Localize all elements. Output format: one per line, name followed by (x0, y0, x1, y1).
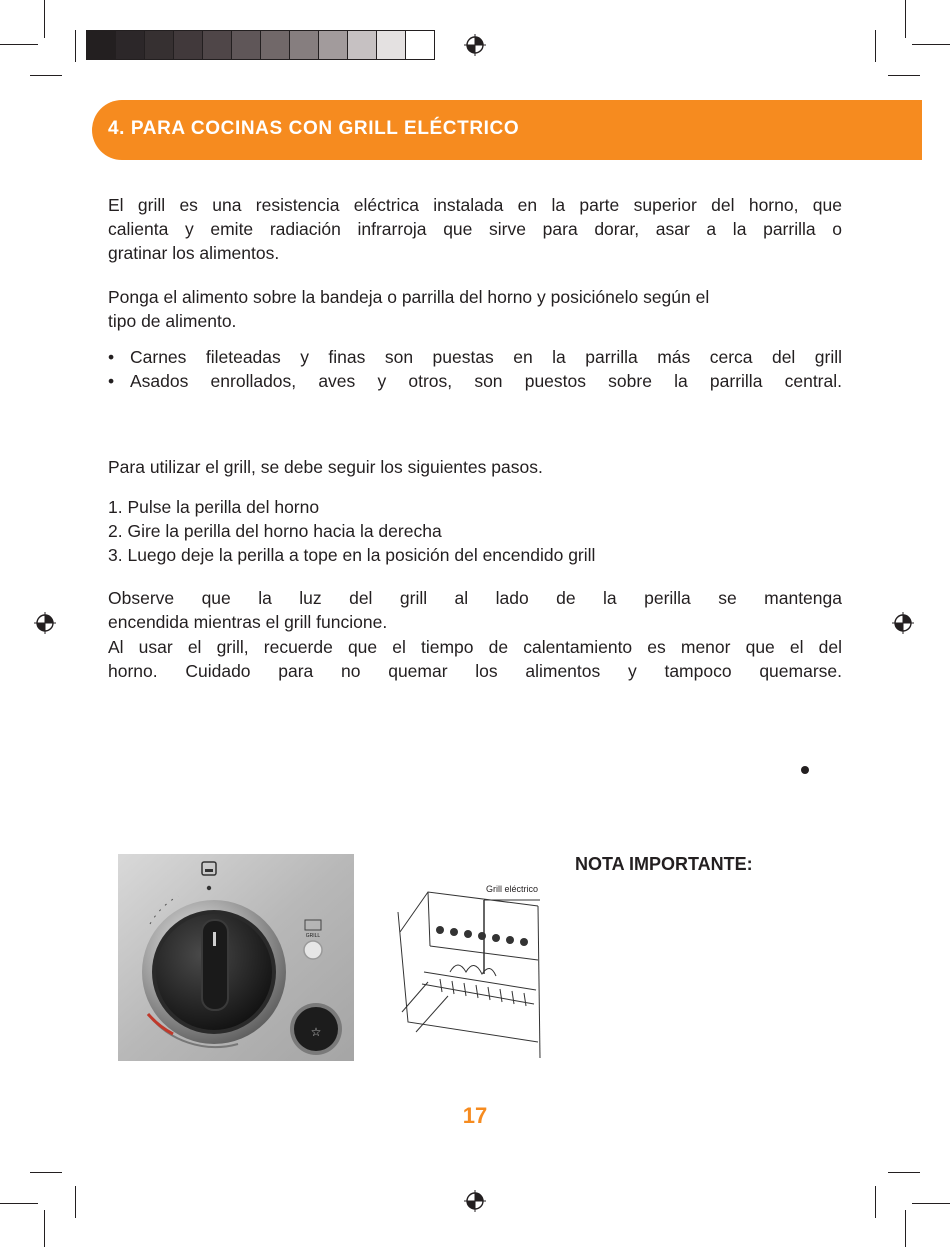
registration-mark-icon (464, 1190, 486, 1212)
bullet-icon (801, 766, 809, 774)
crop-mark (905, 1210, 906, 1247)
text-line: Observe que la luz del grill al lado de la perilla se mantenga (108, 588, 842, 608)
bullet-icon: • (108, 371, 115, 391)
crop-mark (44, 1210, 45, 1247)
diagram-label: Grill eléctrico (485, 884, 539, 894)
oven-grill-diagram (388, 872, 546, 1060)
paragraph-grill-description (108, 193, 842, 265)
knob-grill-label: GRILL (305, 933, 321, 939)
text-line: gratinar los alimentos. (108, 243, 280, 263)
paragraph-heating-warning (108, 635, 842, 683)
list-item-text: Carnes fileteadas y finas son puestas en la parrilla más cerca del grill (130, 347, 842, 367)
crop-mark (44, 0, 45, 38)
crop-mark (888, 1172, 920, 1173)
list-item: 1. Pulse la perilla del horno (108, 497, 320, 517)
list-item-text: Asados enrollados, aves y otros, son puestos sobre la parrilla central. (130, 371, 842, 391)
text-line: calienta y emite radiación infrarroja que sirve para dorar, asar a la parrilla o (108, 219, 842, 239)
registration-mark-icon (892, 612, 914, 634)
text-line: Ponga el alimento sobre la bandeja o parrilla del horno y posiciónelo según el (108, 287, 710, 307)
paragraph-food-placement (108, 285, 842, 333)
crop-mark (912, 44, 950, 45)
crop-mark (30, 1172, 62, 1173)
list-item: 3. Luego deje la perilla a tope en la posición del encendido grill (108, 545, 596, 565)
crop-mark (75, 30, 76, 62)
text-line: encendida mientras el grill funcione. (108, 612, 388, 632)
bullet-list (108, 345, 842, 393)
oven-knob-photo (118, 854, 354, 1061)
page-number: 17 (462, 1103, 488, 1128)
paragraph-steps-intro (108, 455, 842, 479)
crop-mark (875, 30, 876, 62)
crop-mark (30, 75, 62, 76)
list-item: 2. Gire la perilla del horno hacia la derecha (108, 521, 442, 541)
list-item (108, 345, 842, 369)
text-line: Al usar el grill, recuerde que el tiempo de calentamiento es menor que el del (108, 637, 842, 657)
text-line: El grill es una resistencia eléctrica instalada en la parte superior del horno, que (108, 195, 842, 215)
text-line: horno. Cuidado para no quemar los alimentos y tampoco quemarse. (108, 661, 842, 681)
section-title: 4. PARA COCINAS CON GRILL ELÉCTRICO (108, 118, 520, 139)
crop-mark (905, 0, 906, 38)
crop-mark (912, 1203, 950, 1204)
steps-list (108, 495, 842, 567)
important-note-heading: NOTA IMPORTANTE: (575, 854, 753, 874)
text-line: Para utilizar el grill, se debe seguir los siguientes pasos. (108, 457, 543, 477)
crop-mark (0, 1203, 38, 1204)
registration-mark-icon (464, 34, 486, 56)
crop-mark (75, 1186, 76, 1218)
svg-text:☆: ☆ (310, 1025, 322, 1039)
bullet-icon: • (108, 347, 115, 367)
crop-mark (888, 75, 920, 76)
text-line: tipo de alimento. (108, 311, 237, 331)
color-calibration-bar (86, 30, 435, 60)
list-item (108, 369, 842, 393)
crop-mark (0, 44, 38, 45)
paragraph-grill-light (108, 586, 842, 634)
section-header (92, 100, 922, 160)
registration-mark-icon (34, 612, 56, 634)
crop-mark (875, 1186, 876, 1218)
